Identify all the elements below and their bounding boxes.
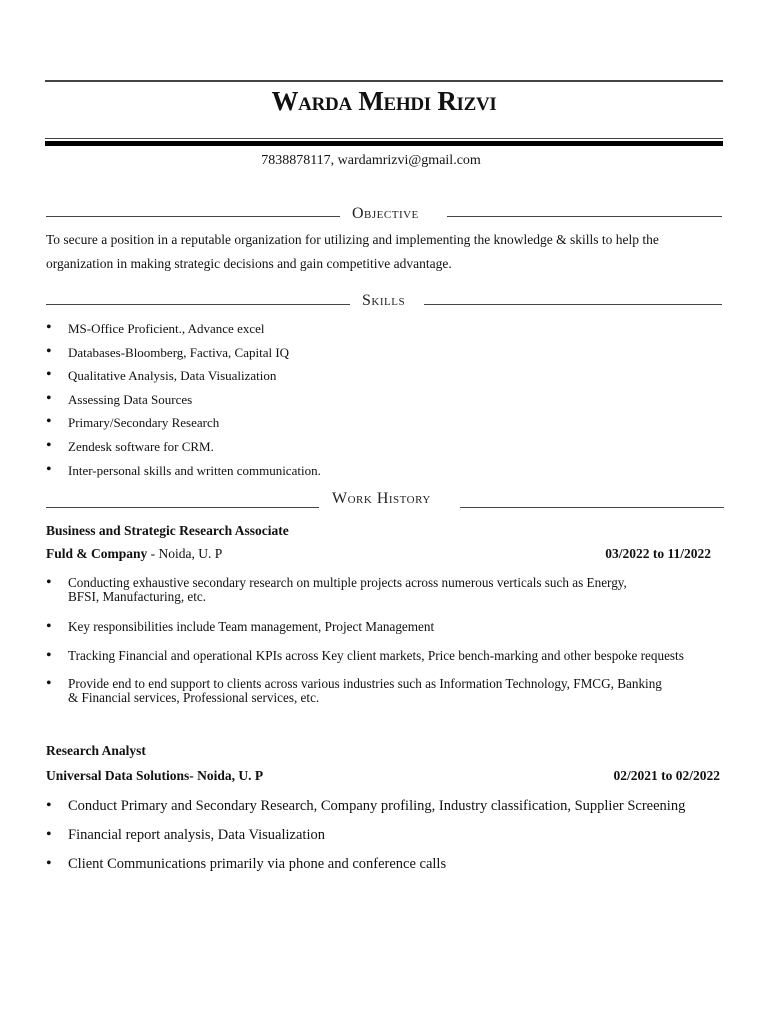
- job-bullets: [46, 856, 736, 872]
- candidate-name: Warda Mehdi Rizvi: [271, 86, 497, 116]
- skill-item: • MS-Office Proficient., Advance excel: [46, 317, 726, 341]
- skills-heading: Skills: [356, 292, 411, 310]
- job-title: Business and Strategic Research Associate: [46, 523, 289, 538]
- objective-heading: Objective: [346, 205, 425, 223]
- company-location: - Noida, U. P: [147, 546, 223, 561]
- objective-text-line-1: To secure a position in a reputable organization for utilizing and implementing the knowledge & skills to help the: [46, 232, 659, 247]
- job-bullet-line: BFSI, Manufacturing, etc.: [68, 589, 207, 604]
- work-history-heading: Work History: [326, 490, 437, 508]
- objective-rule-left: [46, 216, 340, 217]
- skills-list: [46, 317, 726, 482]
- job-bullets: [46, 649, 746, 663]
- skill-item: • Primary/Secondary Research: [46, 411, 726, 435]
- skill-item: • Qualitative Analysis, Data Visualization: [46, 364, 726, 388]
- job-bullet-line: & Financial services, Professional services, etc.: [68, 690, 320, 705]
- skill-item: • Inter-personal skills and written communication.: [46, 459, 726, 483]
- job-bullet-line: • Provide end to end support to clients across various industries such as Information Technology, FMCG, Banking: [68, 676, 662, 691]
- skill-item: • Zendesk software for CRM.: [46, 435, 726, 459]
- header-thick-rule: [45, 141, 723, 146]
- job-bullet: • Client Communications primarily via phone and conference calls: [46, 856, 736, 872]
- job-company-line: [46, 546, 222, 562]
- objective-rule-right: [447, 216, 722, 217]
- job-bullets: [46, 798, 746, 814]
- job-dates: 03/2022 to 11/2022: [605, 546, 711, 561]
- job-bullet: • Financial report analysis, Data Visualization: [46, 827, 736, 843]
- job-bullet: • Conduct Primary and Secondary Research, Company profiling, Industry classification, Supplier Screening: [46, 798, 746, 814]
- work-rule-right: [460, 507, 724, 508]
- job-company-line: [46, 768, 263, 784]
- skills-rule-right: [424, 304, 722, 305]
- job-bullets: [46, 620, 736, 634]
- header-thin-rule: [45, 138, 723, 139]
- job-bullet: [46, 576, 736, 604]
- job-title: Research Analyst: [46, 743, 146, 758]
- company-name: Fuld & Company: [46, 546, 148, 561]
- job-bullets: [46, 827, 736, 843]
- work-rule-left: [46, 507, 319, 508]
- job-bullets: [46, 576, 736, 604]
- job-bullet-line: • Conducting exhaustive secondary research on multiple projects across numerous verticals such as Energy,: [68, 575, 627, 590]
- skill-item: • Assessing Data Sources: [46, 388, 726, 412]
- job-bullet: • Tracking Financial and operational KPIs across Key client markets, Price bench-marking and other bespoke requests: [46, 649, 746, 663]
- skills-rule-left: [46, 304, 350, 305]
- job-bullet: • Key responsibilities include Team management, Project Management: [46, 620, 736, 634]
- objective-text-line-2: organization in making strategic decisions and gain competitive advantage.: [46, 256, 452, 271]
- contact-info: 7838878117, wardamrizvi@gmail.com: [261, 153, 481, 168]
- company-name: Universal Data Solutions- Noida, U. P: [46, 768, 264, 783]
- job-bullet: [46, 677, 736, 705]
- job-dates: 02/2021 to 02/2022: [613, 768, 720, 783]
- header-top-rule: [45, 80, 723, 82]
- skill-item: • Databases-Bloomberg, Factiva, Capital IQ: [46, 341, 726, 365]
- job-bullets: [46, 677, 736, 705]
